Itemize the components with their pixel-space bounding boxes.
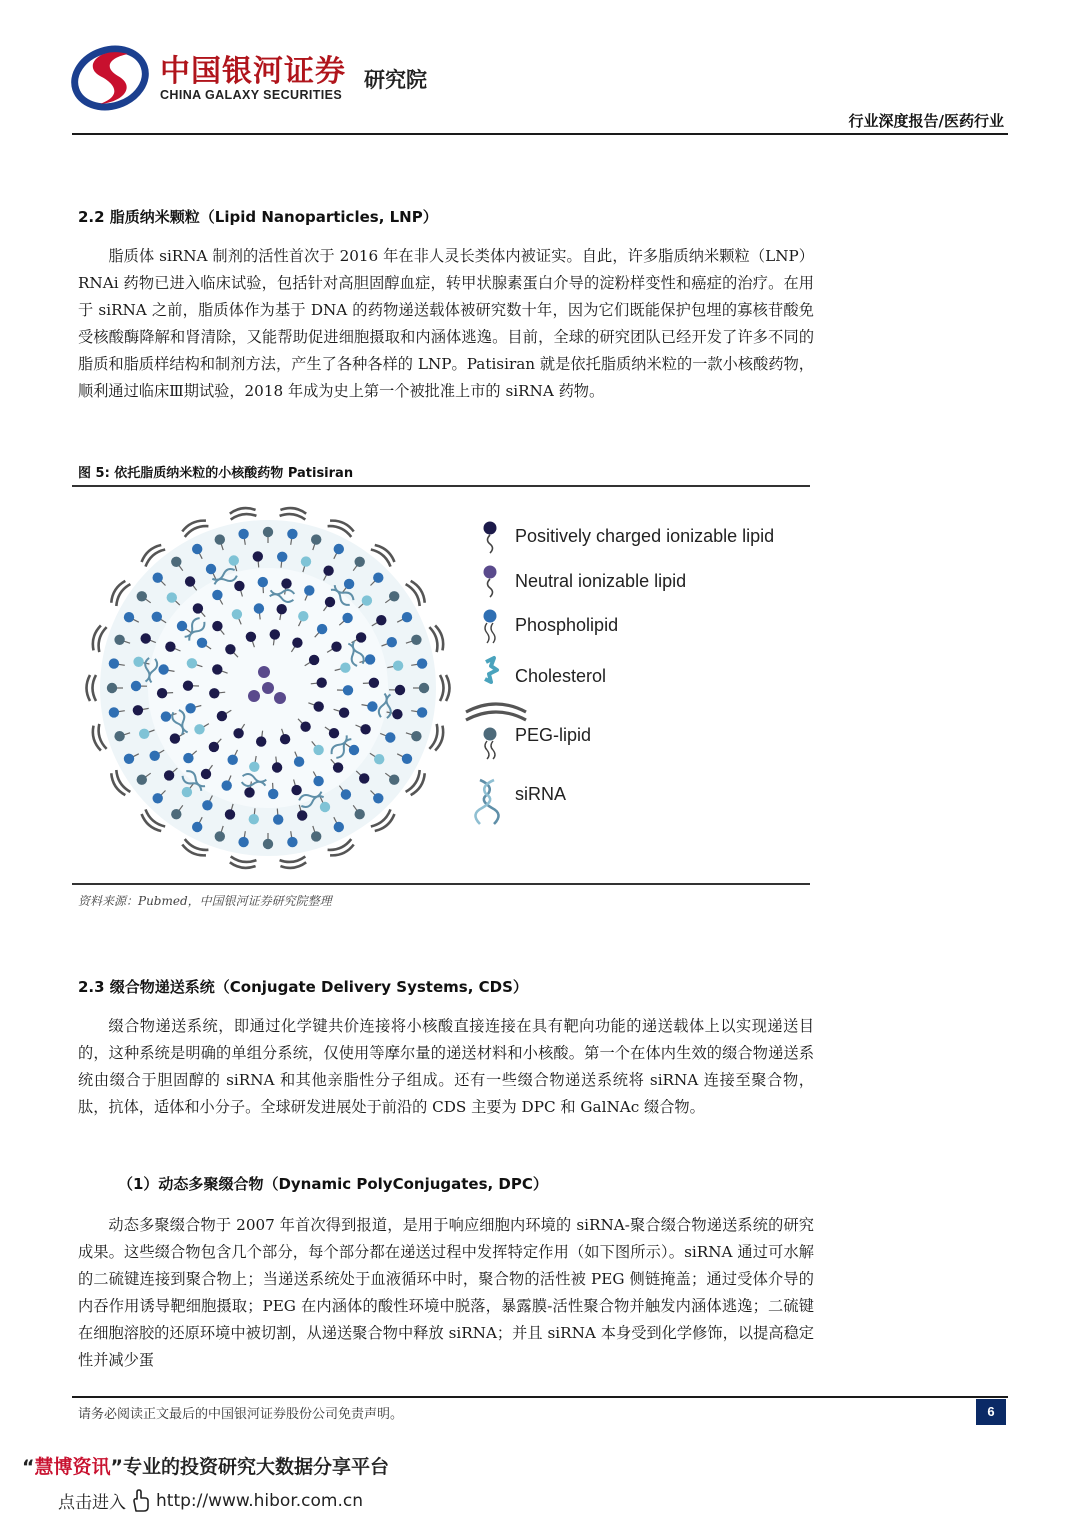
lnp-diagram (80, 498, 800, 878)
lipid-head (349, 745, 359, 755)
lipid-head (209, 688, 219, 698)
lipid-head (393, 661, 403, 671)
header-divider (72, 133, 1008, 135)
lipid-head (153, 573, 163, 583)
lipid-head (171, 557, 181, 567)
legend-label-cholesterol: Cholesterol (515, 666, 607, 686)
lipid-head (141, 633, 151, 643)
lipid-head (268, 789, 278, 799)
lipid-head (317, 624, 327, 634)
lipid-head (225, 809, 235, 819)
lipid-head (309, 655, 319, 665)
lipid-head (313, 776, 323, 786)
lipid-head (341, 789, 351, 799)
lipid-head (417, 658, 427, 668)
slogan-brand: 慧博资讯 (34, 1456, 111, 1478)
lipid-head (161, 711, 171, 721)
lipid-head (150, 751, 160, 761)
lipid-head (185, 703, 195, 713)
lipid-head (270, 629, 280, 639)
peg-shell-mark (280, 856, 307, 869)
footer-disclaimer: 请务必阅读正文最后的中国银河证券股份公司免责声明。 (78, 1407, 404, 1422)
lipid-head (360, 724, 370, 734)
lipid-head (356, 632, 366, 642)
lipid-head (244, 787, 254, 797)
brand-name-cn: 中国银河证券 (160, 54, 346, 89)
legend-label-sirna: siRNA (515, 784, 567, 804)
lipid-head (114, 731, 124, 741)
figure-top-rule (72, 485, 810, 487)
lipid-head (385, 732, 395, 742)
lipid-head (317, 678, 327, 688)
lipid-head (291, 785, 301, 795)
figure-bottom-rule (72, 883, 810, 885)
lipid-head (304, 585, 314, 595)
lnp-particle-illustration (87, 506, 450, 869)
lipid-head (177, 621, 187, 631)
lipid-head (109, 658, 119, 668)
lipid-head (228, 755, 238, 765)
lipid-head (367, 701, 377, 711)
peg-shell-mark (229, 506, 256, 519)
lipid-head (334, 822, 344, 832)
page-number: 6 (976, 1399, 1006, 1425)
core-neutral-lipid (248, 690, 260, 702)
lipid-head (344, 579, 354, 589)
lipid-head (287, 837, 297, 847)
peg-shell-mark (429, 724, 445, 752)
lipid-head (294, 757, 304, 767)
lipid-head (133, 705, 143, 715)
lipid-head (419, 683, 429, 693)
lipid-head (152, 612, 162, 622)
lipid-head (325, 597, 335, 607)
lnp-legend (466, 522, 774, 825)
lipid-head (164, 770, 174, 780)
lipid-head (153, 793, 163, 803)
lipid-head (258, 577, 268, 587)
lipid-head (185, 576, 195, 586)
link-url[interactable]: http://www.hibor.com.cn (156, 1490, 363, 1511)
neutral-lipid-icon (484, 566, 497, 598)
lipid-head (411, 731, 421, 741)
legend-label-peg-lipid: PEG-lipid (515, 725, 592, 745)
peg-shell-mark (90, 724, 106, 752)
lipid-head (124, 754, 134, 764)
legend-label-positive-lipid: Positively charged ionizable lipid (515, 526, 775, 546)
lipid-head (192, 544, 202, 554)
lipid-head (281, 578, 291, 588)
figure-caption: 图 5: 依托脂质纳米粒的小核酸药物 Patisiran (78, 466, 354, 481)
lipid-head (229, 555, 239, 565)
subsection-title-dpc: （1）动态多聚缀合物（Dynamic PolyConjugates, DPC） (118, 1175, 548, 1193)
lipid-head (187, 658, 197, 668)
lipid-head (277, 552, 287, 562)
lipid-head (157, 688, 167, 698)
core-neutral-lipid (258, 666, 270, 678)
lipid-head (292, 638, 302, 648)
figure-source: 资料来源：Pubmed，中国银河证券研究院整理 (78, 894, 332, 908)
lipid-head (139, 729, 149, 739)
lipid-head (212, 621, 222, 631)
core-neutral-lipid (262, 682, 274, 694)
sirna-icon (475, 780, 498, 824)
lipid-head (215, 534, 225, 544)
lipid-head (232, 609, 242, 619)
lipid-head (373, 573, 383, 583)
lipid-head (215, 831, 225, 841)
lipid-head (165, 642, 175, 652)
lipid-head (170, 733, 180, 743)
section-2-3-paragraph: 缀合物递送系统，即通过化学键共价连接将小核酸直接连接在具有靶向功能的递送载体上以实现递送目的，这种系统是明确的单组分系统，仅使用等摩尔量的递送材料和小核酸。第一个在体内生效的缀合物递送系统由缀合于胆固醇的 siRNA 和其他亲脂性分子组成。还有一些缀合物递送系统将 siRNA 连接至聚合物，肽，抗体，适体和小分子。全球研发进展处于前沿的 CDS 主要为 DPC 和 GalNAc 缀合物。 (78, 1017, 814, 1116)
hibor-link[interactable] (58, 1488, 363, 1513)
phospholipid-icon (484, 610, 497, 644)
core-neutral-lipid (274, 692, 286, 704)
lipid-head (109, 707, 119, 717)
section-title-2-2: 2.2 脂质纳米颗粒（Lipid Nanoparticles, LNP） (78, 208, 438, 226)
lipid-head (194, 724, 204, 734)
lipid-head (209, 742, 219, 752)
peg-shell-mark (87, 675, 97, 701)
lipid-head (114, 635, 124, 645)
brand-name-en: CHINA GALAXY SECURITIES (160, 88, 343, 102)
lipid-head (158, 664, 168, 674)
lipid-head (246, 632, 256, 642)
positive-lipid-icon (484, 522, 497, 554)
lipid-head (107, 683, 117, 693)
lipid-head (234, 581, 244, 591)
lipid-head (331, 642, 341, 652)
lipid-head (193, 603, 203, 613)
lipid-head (355, 809, 365, 819)
report-category: 行业深度报告/医药行业 (848, 112, 1004, 130)
lipid-head (238, 529, 248, 539)
lipid-head (389, 775, 399, 785)
footer-divider (72, 1396, 1008, 1398)
lipid-head (343, 685, 353, 695)
lipid-head (417, 707, 427, 717)
section-2-2-paragraph: 脂质体 siRNA 制剂的活性首次于 2016 年在非人灵长类体内被证实。自此，许多脂质纳米颗粒（LNP）RNAi 药物已进入临床试验，包括针对高胆固醇血症，转甲状腺素蛋白介导的淀粉样变性和癌症的治疗。在用于 siRNA 之前，脂质体作为基于 DNA 的药物递送载体被研究数十年，因为它们既能保护包埋的寡核苷酸免受核酸酶降解和肾清除，又能帮助促进细胞摄取和内涵体逃逸。目前，全球的研究团队已经开发了许多不同的脂质和脂质样结构和制剂方法，产生了各种各样的 LNP。Patisiran 就是依托脂质纳米粒的一款小核酸药物，顺利通过临床Ⅲ期试验，2018 年成为史上第一个被批准上市的 siRNA 药物。 (78, 247, 814, 400)
pointing-hand-icon (130, 1489, 152, 1513)
lipid-head (334, 544, 344, 554)
lipid-head (183, 753, 193, 763)
lipid-head (272, 762, 282, 772)
lipid-head (233, 728, 243, 738)
dpc-paragraph: 动态多聚缀合物于 2007 年首次得到报道，是用于响应细胞内环境的 siRNA-聚合缀合物递送系统的研究成果。这些缀合物包含几个部分，每个部分都在递送过程中发挥特定作用（如下图所示）。siRNA 通过可水解的二硫键连接到聚合物上；当递送系统处于血液循环中时，聚合物的活性被 PEG 侧链掩盖；通过受体介导的内吞作用诱导靶细胞摄取；PEG 在内涵体的酸性环境中脱落，暴露膜-活性聚合物并触发内涵体逃逸；二硫键在细胞溶胶的还原环境中被切割，从递送聚合物中释放 siRNA；并且 siRNA 本身受到化学修饰，以提高稳定性并减少蛋 (78, 1216, 814, 1369)
section-title-2-3: 2.3 缀合物递送系统（Conjugate Delivery Systems, CDS） (78, 978, 528, 996)
lipid-head (300, 722, 310, 732)
peg-shell-mark (429, 624, 445, 652)
lipid-head (273, 814, 283, 824)
lipid-head (387, 637, 397, 647)
lipid-head (137, 591, 147, 601)
lipid-head (202, 800, 212, 810)
lipid-head (212, 590, 222, 600)
lipid-head (225, 644, 235, 654)
lipid-head (137, 775, 147, 785)
peg-shell-mark (90, 624, 106, 652)
slogan-quote-close: ” (110, 1456, 124, 1478)
lipid-head (238, 837, 248, 847)
lipid-head (340, 663, 350, 673)
lipid-head (359, 773, 369, 783)
lipid-head (311, 534, 321, 544)
legend-label-neutral-lipid: Neutral ionizable lipid (515, 571, 687, 591)
lipid-head (323, 566, 333, 576)
lipid-head (342, 613, 352, 623)
lipid-head (256, 736, 266, 746)
lipid-head (212, 664, 222, 674)
galaxy-logo-icon (70, 40, 150, 112)
lipid-head (402, 612, 412, 622)
lipid-head (392, 709, 402, 719)
lipid-head (374, 754, 384, 764)
lipid-head (277, 604, 287, 614)
lipid-head (249, 814, 259, 824)
hibor-slogan (22, 1452, 389, 1479)
lipid-head (369, 678, 379, 688)
link-prefix: 点击进入 (58, 1493, 126, 1513)
lipid-head (311, 831, 321, 841)
institute-label: 研究院 (364, 68, 427, 92)
lipid-head (222, 780, 232, 790)
lipid-head (249, 762, 259, 772)
lipid-head (411, 635, 421, 645)
lipid-head (263, 527, 273, 537)
slogan-quote-open: “ (22, 1456, 35, 1478)
lipid-head (297, 810, 307, 820)
lipid-head (253, 551, 263, 561)
lipid-head (301, 556, 311, 566)
lipid-head (313, 745, 323, 755)
lipid-head (355, 557, 365, 567)
lipid-head (171, 809, 181, 819)
lipid-head (133, 657, 143, 667)
lipid-head (131, 681, 141, 691)
lipid-head (217, 711, 227, 721)
legend-label-phospholipid: Phospholipid (515, 615, 619, 635)
lipid-head (402, 754, 412, 764)
lipid-head (389, 591, 399, 601)
lipid-head (124, 612, 134, 622)
lipid-head (182, 787, 192, 797)
lipid-head (373, 793, 383, 803)
lipid-head (333, 762, 343, 772)
lipid-head (362, 595, 372, 605)
lipid-head (329, 728, 339, 738)
peg-shell-mark (440, 675, 450, 701)
slogan-text: 专业的投资研究大数据分享平台 (123, 1456, 390, 1478)
lipid-head (287, 529, 297, 539)
lipid-head (365, 654, 375, 664)
lipid-head (314, 701, 324, 711)
lipid-head (192, 822, 202, 832)
lipid-head (254, 603, 264, 613)
lipid-head (263, 839, 273, 849)
lipid-head (183, 681, 193, 691)
lipid-head (298, 611, 308, 621)
lipid-head (206, 564, 216, 574)
lipid-head (376, 615, 386, 625)
lipid-head (201, 769, 211, 779)
lipid-head (339, 708, 349, 718)
peg-shell-mark (229, 856, 256, 869)
cholesterol-icon (485, 658, 497, 682)
peg-shell-mark (280, 506, 307, 519)
lipid-head (197, 638, 207, 648)
lipid-head (320, 802, 330, 812)
lipid-head (167, 592, 177, 602)
lipid-head (395, 685, 405, 695)
lipid-head (280, 734, 290, 744)
